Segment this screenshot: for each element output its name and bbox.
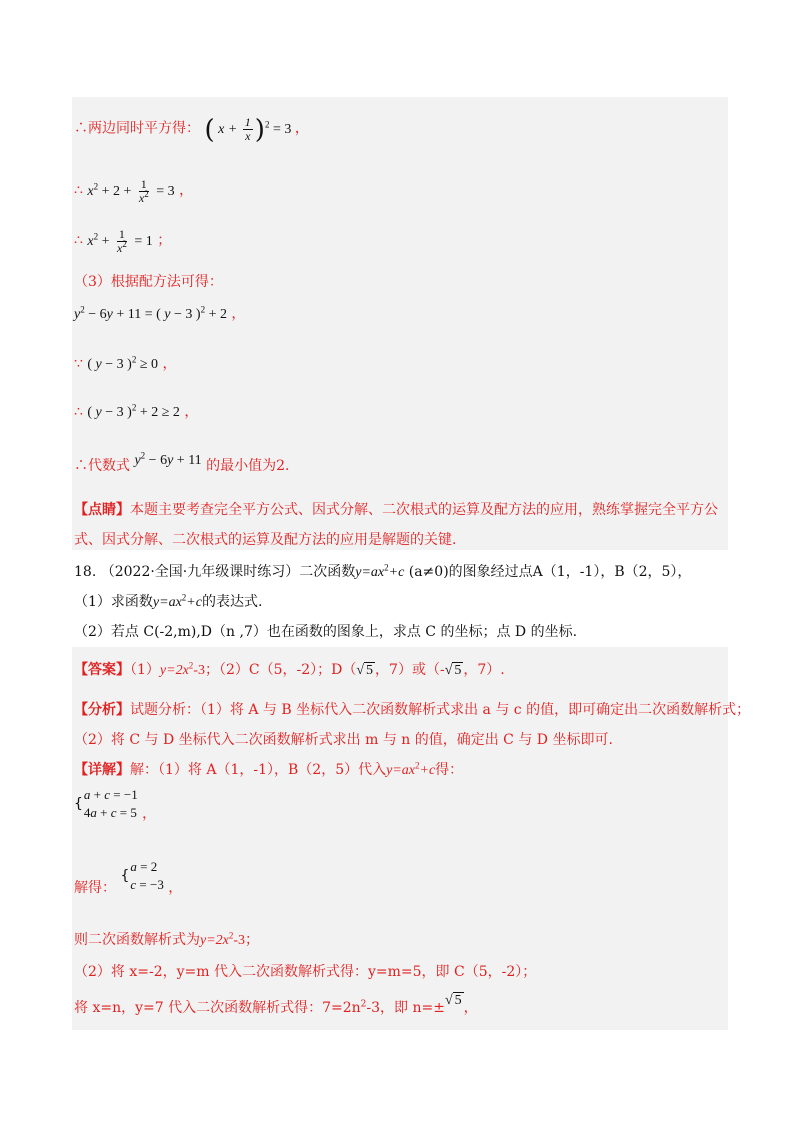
formula: ( y − 3 )$^2$ + 2 ≥ 2 [87, 402, 180, 420]
therefore-icon: ∴ [74, 232, 83, 249]
comment-line-2: 式、因式分解、二次根式的运算及配方法的应用是解题的关键. [74, 532, 457, 548]
detail-part2-c: （2）将 x=-2，y=m 代入二次函数解析式得：y=m=5，即 C（5，-2）； [74, 964, 537, 980]
problem-18-stem: 18. （2022·全国·九年级课时练习）二次函数$y=ax^2+c$ (a≠0)的图象经过点A（1，-1），B（2，5）， [74, 562, 692, 580]
analysis-line-2: （2）将 C 与 D 坐标代入二次函数解析式求出 m 与 n 的值，确定出 C 与 D 坐标即可. [74, 732, 613, 748]
formula: $y=2x^2-3$ [159, 660, 205, 678]
formula: { a = 2 c = −3 [120, 859, 164, 892]
equation-system-2: 解得： { a = 2 c = −3 ， [74, 859, 183, 896]
problem-18-part2: （2）若点 C(-2,m),D（n ,7）也在函数的图象上，求点 C 的坐标；点 D 的坐标. [74, 624, 578, 640]
detail-line-1: 【详解】解：（1）将 A（1，-1），B（2，5）代入$y=ax^2+c$得： [74, 760, 464, 778]
answer-line: 【答案】$(1)y=2x^2-3$；（2）C（5，-2）；D（√ 5 ，7）或（-√ 5 ，7）. [74, 660, 505, 678]
because-icon: ∵ [74, 356, 83, 372]
formula: $x^2 + 2$ + $\frac{1}{x^2}$ = 3 [87, 177, 175, 205]
detail-result: 则二次函数解析式为$y=2x^2-3$； [74, 930, 260, 948]
therefore-icon: ∴ [74, 182, 83, 199]
detail-part2-d: 将 x=n，y=7 代入二次函数解析式得：$7=2n^2-3$，即 n=±√ 5 ， [74, 993, 478, 1016]
formula: ( y − 3 )$^2$ ≥ 0 [87, 354, 159, 372]
exponent: 2 [360, 999, 367, 1010]
part3-heading: （3）根据配方法可得： [74, 274, 223, 290]
analysis-line-1: 【分析】试题分析：（1）将 A 与 B 坐标代入二次函数解析式求出 a 与 c 的值，即可确定出二次函数解析式； [74, 702, 751, 718]
problem-18-part1: （1）求函数$y=ax^2+c$的表达式. [74, 592, 263, 610]
sqrt-five: √ 5 [444, 663, 462, 678]
formula: $y=ax^2+c$ [152, 592, 202, 610]
step-result: ∴ $x^2$ + $\frac{1}{x^2}$ = 1 ； [74, 227, 172, 255]
formula: $x^2$ + $\frac{1}{x^2}$ = 1 [87, 227, 153, 255]
step-expand: ∴ $x^2 + 2$ + $\frac{1}{x^2}$ = 3 ， [74, 177, 194, 205]
therefore-icon: ∴ [74, 404, 83, 420]
formula: $y^2 - 6y + 11$ = ( y − 3 )$^2$ + 2 [74, 304, 227, 322]
formula: ( x + $\frac{1}{x}$ )$^2$ = 3 [204, 114, 292, 145]
step-inequality: ∴ ( y − 3 )$^2$ + 2 ≥ 2 ， [74, 402, 199, 420]
step-nonnegative: ∵ ( y − 3 )$^2$ ≥ 0 ， [74, 354, 177, 372]
formula: $y=ax^2+c$ [386, 760, 436, 778]
step-square-both-sides: ∴两边同时平方得： ( x + $\frac{1}{x}$ )$^2$ = 3 ， [74, 114, 309, 145]
comment-line-1: 【点睛】本题主要考查完全平方公式、因式分解、二次根式的运算及配方法的应用，熟练掌握完全平方公 [74, 502, 718, 518]
formula: $y=2x^2-3$ [200, 930, 246, 948]
sqrt-five: √ 5 [444, 993, 462, 1008]
step-complete-square: $y^2 - 6y + 11$ = ( y − 3 )$^2$ + 2 ， [74, 304, 246, 322]
equation-system-1: { a + c = −1 4a + c = 5 ， [74, 787, 157, 822]
sqrt-five: √ 5 [356, 663, 374, 678]
formula: $y^2 - 6y + 11$ [134, 450, 202, 468]
formula: $y=ax^2+c$ [355, 562, 405, 580]
step-minimum: ∴代数式 $y^2 - 6y + 11$ 的最小值为2. [74, 450, 290, 474]
formula: { a + c = −1 4a + c = 5 [74, 787, 138, 820]
